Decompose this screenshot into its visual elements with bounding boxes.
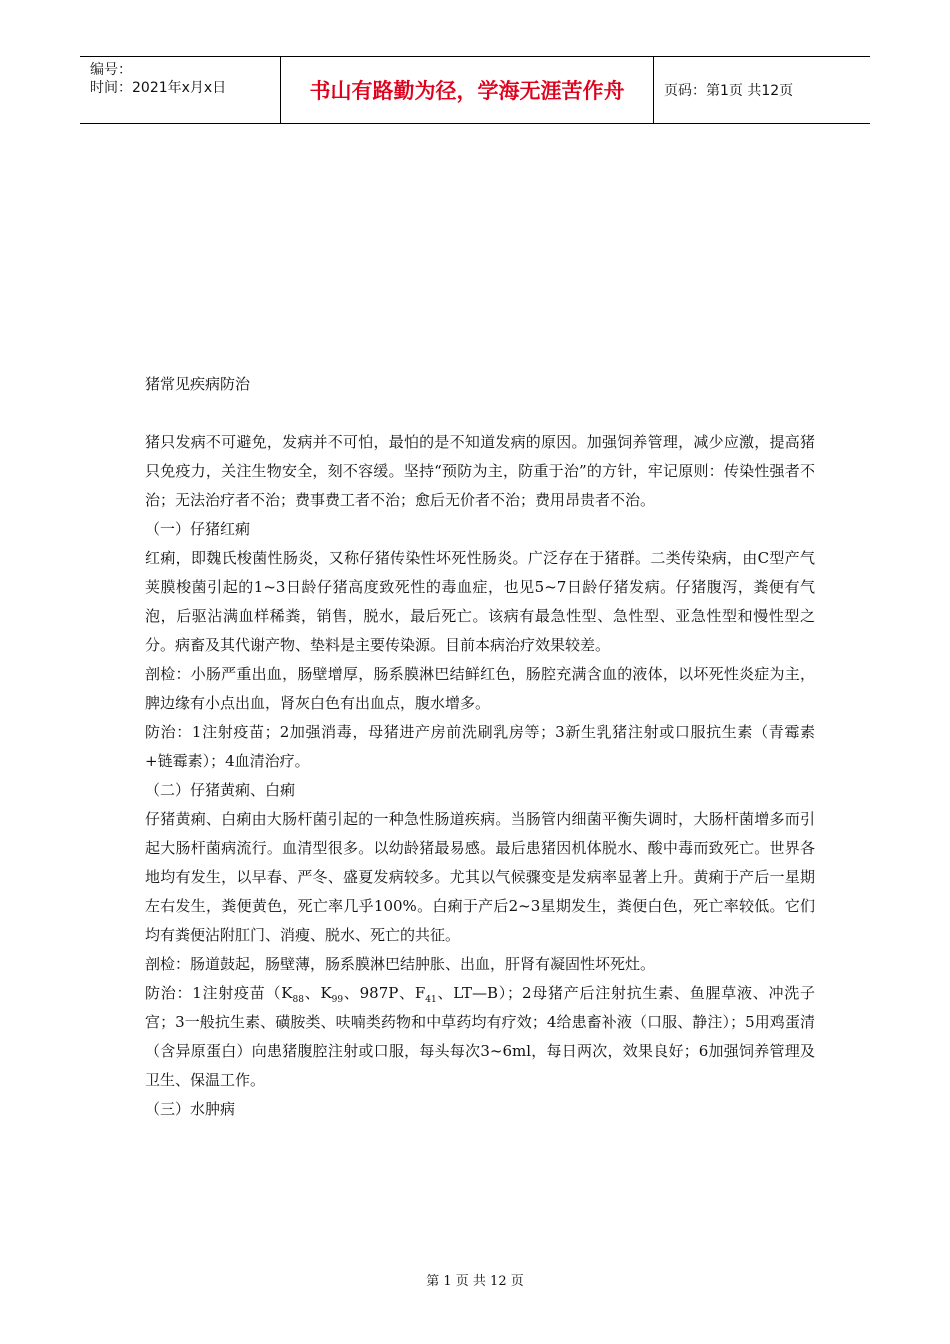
- header-motto: 书山有路勤为径，学海无涯苦作舟: [280, 57, 654, 123]
- header-meta: [80, 57, 280, 123]
- document-header: [80, 56, 870, 124]
- document-time-label: 时间：2021年x月x日: [90, 80, 227, 96]
- section-1-description: 红痢，即魏氏梭菌性肠炎，又称仔猪传染性坏死性肠炎。广泛存在于猪群。二类传染病，由C型产气荚膜梭菌引起的1~3日龄仔猪高度致死性的毒血症，也见5~7日龄仔猪发病。仔猪腹泻，粪便有气泡，后驱沾满血样稀粪，销售，脱水，最后死亡。该病有最急性型、急性型、亚急性型和慢性型之分。病畜及其代谢产物、垫料是主要传染源。目前本病治疗效果较差。: [145, 549, 815, 654]
- document-body: [145, 370, 815, 1124]
- section-2-autopsy: 剖检：肠道鼓起，肠壁薄，肠系膜淋巴结肿胀、出血，肝肾有凝固性坏死灶。: [145, 955, 656, 973]
- section-2-description: 仔猪黄痢、白痢由大肠杆菌引起的一种急性肠道疾病。当肠管内细菌平衡失调时，大肠杆菌增多而引起大肠杆菌病流行。血清型很多。以幼龄猪最易感。最后患猪因机体脱水、酸中毒而致死亡。世界各地均有发生，以早春、严冬、盛夏发病较多。尤其以气候骤变是发病率显著上升。黄痢于产后一星期左右发生，粪便黄色，死亡率几乎100%。白痢于产后2~3星期发生，粪便白色，死亡率较低。它们均有粪便沾附肛门、消瘦、脱水、死亡的共征。: [145, 810, 815, 944]
- section-heading-3: （三）水肿病: [145, 1100, 236, 1118]
- subscript-88: 88: [292, 995, 304, 1005]
- document-number-label: 编号：: [90, 62, 132, 78]
- treatment-text-b: 、K: [303, 984, 332, 1002]
- page-footer: 第 1 页 共 12 页: [426, 1274, 524, 1289]
- section-heading-1: （一）仔猪红痢: [145, 520, 251, 538]
- treatment-text-d: 、LT—B）；2母猪产后注射抗生素、鱼腥草液、冲洗子宫；3一般抗生素、磺胺类、呋喃类药物和中草药均有疗效；4给患畜补液（口服、静注）；5用鸡蛋清（含异原蛋白）向患猪腹腔注射或口服，每头每次3~6ml，每日两次，效果良好；6加强饲养管理及卫生、保温工作。: [145, 984, 816, 1089]
- subscript-99: 99: [331, 995, 344, 1005]
- section-2-treatment: [145, 979, 815, 1095]
- treatment-text-a: 防治：1注射疫苗（K: [145, 984, 293, 1002]
- section-1-treatment: 防治：1注射疫苗；2加强消毒，母猪进产房前洗刷乳房等；3新生乳猪注射或口服抗生素（青霉素+链霉素）；4血清治疗。: [145, 723, 815, 770]
- document-title: 猪常见疾病防治: [145, 375, 251, 393]
- treatment-text-c: 、987P、F: [343, 984, 426, 1002]
- intro-paragraph: 猪只发病不可避免，发病并不可怕，最怕的是不知道发病的原因。加强饲养管理，减少应激，提高猪只免疫力，关注生物安全，刻不容缓。坚持“预防为主，防重于治”的方针，牢记原则：传染性强者不治；无法治疗者不治；费事费工者不治；愈后无价者不治；费用昂贵者不治。: [145, 433, 815, 509]
- section-1-autopsy: 剖检：小肠严重出血，肠壁增厚，肠系膜淋巴结鲜红色，肠腔充满含血的液体，以坏死性炎症为主，脾边缘有小点出血，肾灰白色有出血点，腹水增多。: [145, 665, 815, 712]
- subscript-41: 41: [425, 995, 437, 1005]
- section-heading-2: （二）仔猪黄痢、白痢: [145, 781, 296, 799]
- header-page-info: 页码：第1页 共12页: [664, 83, 794, 99]
